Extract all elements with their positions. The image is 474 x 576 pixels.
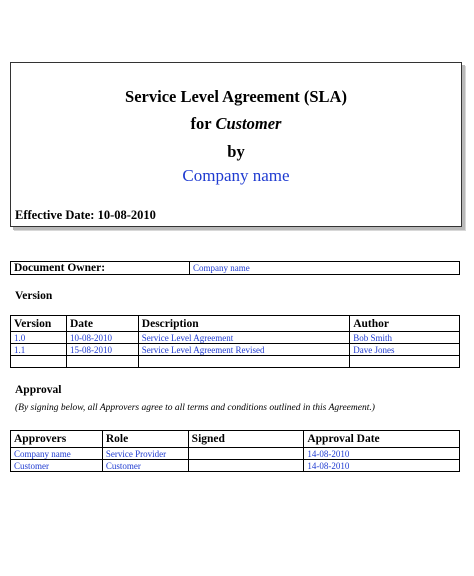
version-table	[10, 315, 460, 368]
table-row-empty	[11, 356, 460, 368]
owner-row	[11, 262, 460, 275]
approval-table	[10, 430, 460, 472]
version-number	[11, 356, 67, 368]
approval-col-role: Role	[102, 431, 188, 448]
title-by-line: by	[227, 142, 245, 161]
approval-date: 14-08-2010	[304, 460, 460, 472]
version-section-label: Version	[15, 290, 53, 302]
version-date: 15-08-2010	[66, 344, 138, 356]
title-block	[10, 62, 462, 227]
approver-role: Customer	[102, 460, 188, 472]
version-author: Dave Jones	[350, 344, 460, 356]
approval-col-approvers: Approvers	[11, 431, 103, 448]
title-for-line	[11, 114, 461, 134]
version-author: Bob Smith	[350, 332, 460, 344]
version-col-date: Date	[66, 316, 138, 332]
version-col-version: Version	[11, 316, 67, 332]
title-for-prefix: for	[190, 114, 216, 133]
table-row	[11, 448, 460, 460]
version-description	[138, 356, 349, 368]
version-number: 1.1	[11, 344, 67, 356]
approval-note: (By signing below, all Approvers agree to all terms and conditions outlined in this Agreement.)	[15, 403, 375, 413]
version-author	[350, 356, 460, 368]
version-description: Service Level Agreement Revised	[138, 344, 349, 356]
version-col-author: Author	[350, 316, 460, 332]
version-col-description: Description	[138, 316, 349, 332]
approver-name: Customer	[11, 460, 103, 472]
approver-signed	[188, 460, 304, 472]
approval-col-signed: Signed	[188, 431, 304, 448]
document-title: Service Level Agreement (SLA)	[125, 87, 347, 106]
version-description: Service Level Agreement	[138, 332, 349, 344]
approval-col-date: Approval Date	[304, 431, 460, 448]
owner-value: Company name	[190, 262, 460, 275]
approver-signed	[188, 448, 304, 460]
approver-role: Service Provider	[102, 448, 188, 460]
version-date	[66, 356, 138, 368]
table-row	[11, 344, 460, 356]
title-company-name: Company name	[182, 166, 290, 185]
approval-section-label: Approval	[15, 384, 62, 396]
effective-date: Effective Date: 10-08-2010	[15, 208, 156, 222]
table-row	[11, 332, 460, 344]
document-owner-table	[10, 261, 460, 275]
table-row	[11, 460, 460, 472]
version-date: 10-08-2010	[66, 332, 138, 344]
approval-date: 14-08-2010	[304, 448, 460, 460]
approval-header-row	[11, 431, 460, 448]
title-customer: Customer	[215, 114, 282, 133]
version-number: 1.0	[11, 332, 67, 344]
version-header-row	[11, 316, 460, 332]
approver-name: Company name	[11, 448, 103, 460]
owner-label: Document Owner:	[11, 262, 190, 275]
